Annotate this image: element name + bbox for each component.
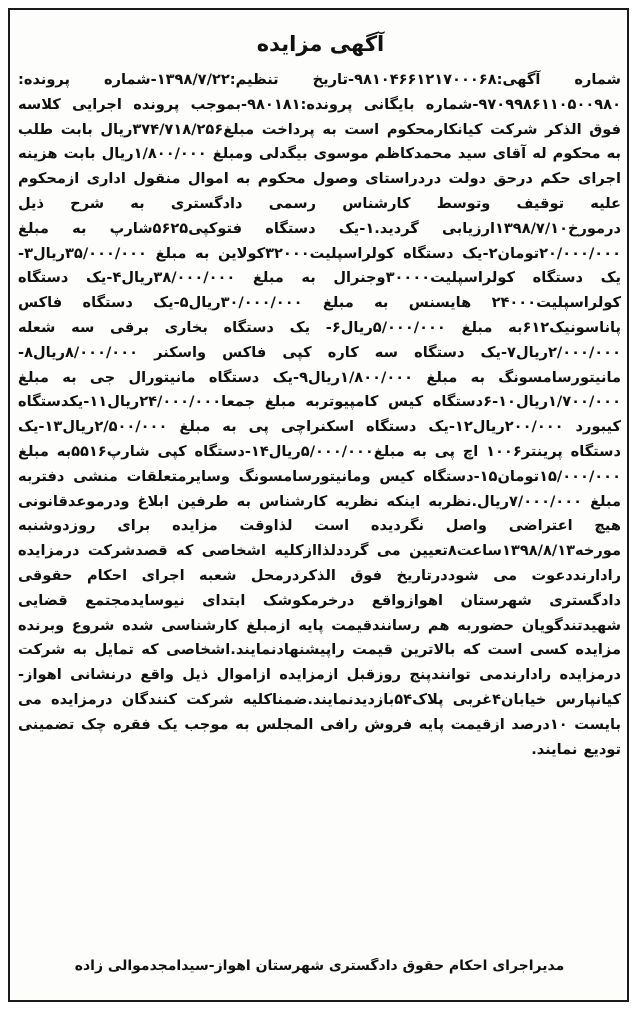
- notice-body: شماره آگهی:۹۸۱۰۴۶۶۱۲۱۷۰۰۰۶۸-تاریخ تنظیم:۱۳۹۸/۷/۲۲-شماره پرونده: ۹۷۰۹۹۸۶۱۱۰۵۰۰۹۸۰-شماره بایگانی پرونده:۹۸۰۱۸۱-بموجب پرونده اجرایی کلاسه فوق الذکر شرکت کیانکارمحکوم است به پرداخت مبلغ۳۷۴/۷۱۸/۲۵۶ریال بابت طلب به محکوم له آقای سید محمدکاظم موسوی بیگدلی ومبلغ ۱/۸۰۰/۰۰۰ریال بابت هزینه اجرای حکم درحق دولت دردراستای وصول محکوم به اموال منقول اداری ازمحکوم علیه توقیف وتوسط کارشناس رسمی دادگستری به شرح ذیل درمورخ۱۳۹۸/۷/۱۰ارزیابی گردید.۱-یک دستگاه فتوکپی۵۶۲۵شارپ به مبلغ ۲۰/۰۰۰/۰۰۰تومان۲-یک دستگاه کولراسپلیت۳۲۰۰۰کولاین به مبلغ ۳۵/۰۰۰/۰۰۰ریال۳-یک دستگاه کولراسپلیت۳۰۰۰۰وجنرال به مبلغ ۳۸/۰۰۰/۰۰۰ریال۴-یک دستگاه کولراسپلیت۲۴۰۰۰ هایسنس به مبلغ ۳۰/۰۰۰/۰۰۰ریال۵-یک دستگاه فاکس پاناسونیک۶۱۲به مبلغ ۵/۰۰۰/۰۰۰ریال۶- یک دستگاه بخاری برقی سه شعله ۲/۰۰۰/۰۰۰ریال۷-یک دستگاه سه کاره کپی فاکس واسکنر ۸/۰۰۰/۰۰۰ریال۸-مانیتورسامسونگ به مبلغ ۱/۸۰۰/۰۰۰ریال۹-یک دستگاه مانیتورال جی به مبلغ ۱/۷۰۰/۰۰۰ریال۱۰-۶دستگاه کیس کامپیوتربه مبلغ جمعا۲۴/۰۰۰/۰۰۰ریال۱۱-یکدستگاه کیبورد ۲۰۰/۰۰۰ریال۱۲-یک دستگاه اسکنراچی پی به مبلغ ۲/۵۰۰/۰۰۰ریال۱۳-یک دستگاه پرینتر۱۰۰۶ اچ پی به مبلغ۵/۰۰۰/۰۰۰ریال۱۴-دستگاه کپی شارپ۵۵۱۶به مبلغ ۱۵/۰۰۰/۰۰۰تومان۱۵-دستگاه کیس ومانیتورسامسونگ وسایرمتعلقات منشی دفتربه مبلغ ۷/۰۰۰/۰۰۰ریال.نظربه اینکه نظریه کارشناس به طرفین ابلاغ ودرموعدقانونی هیچ اعتراضی واصل نگردیده است لذاوقت مزایده برای روزدوشنبه مورخه۱۳۹۸/۸/۱۳ساعت۸تعیین می گرددلذاازکلیه اشخاصی که قصدشرکت درمزایده رادارنددعوت می شوددرتاریخ فوق الذکردرمحل شعبه اجرای احکام حقوقی دادگستری شهرستان اهوازواقع درخرمکوشک ابتدای نیوسایدمجتمع قضایی شهیدتندگویان حضوربه هم رسانندقیمت پایه ازمبلغ کارشناسی شده شروع وبرنده مزایده کسی است که بالاترین قیمت راپیشنهادنمایند.اشخاصی که تمایل به شرکت درمزایده رادارندمی توانندپنج روزقبل ازمزایده ازاموال ذیل واقع درنشانی اهواز-کیانپارس خیابان۴غربی پلاک۵۴بازدیدنمایند.ضمناکلیه شرکت کنندگان درمزایده می بایست ۱۰درصد ازقیمت پایه فروش رافی المجلس به موجب یک فقره چک تضمینی تودیع نمایند.: [18, 71, 621, 758]
- notice-title: آگهی مزایده: [256, 32, 385, 56]
- notice-signature: مدیراجرای احکام حقوق دادگستری شهرستان اهواز-سیدامجدموالی زاده: [74, 958, 565, 974]
